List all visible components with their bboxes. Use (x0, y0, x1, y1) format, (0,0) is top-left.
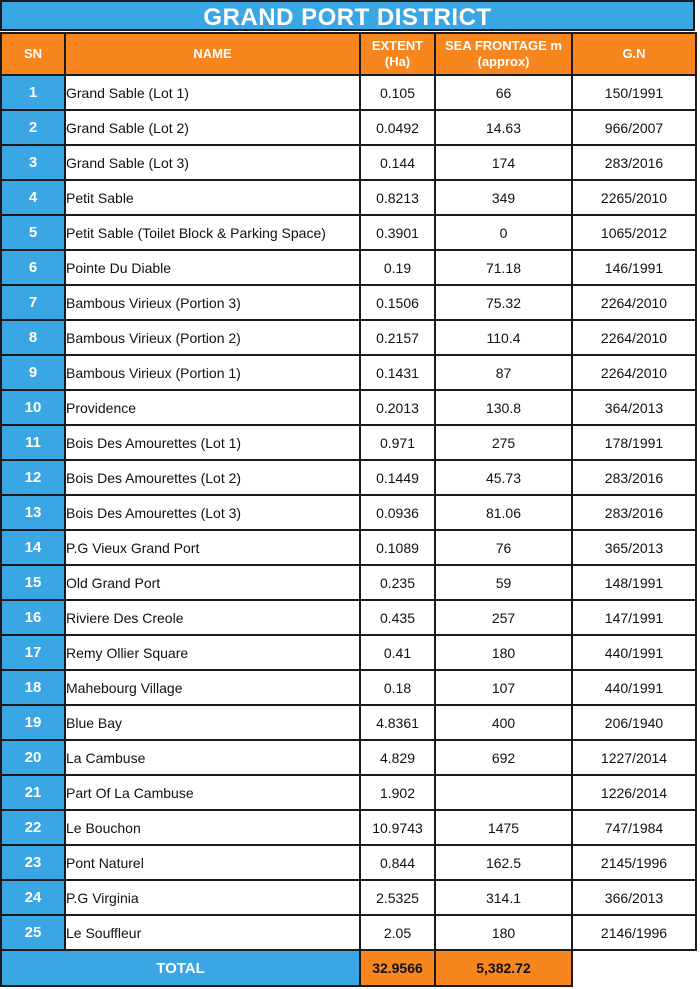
row-sn: 1 (1, 75, 65, 110)
row-sn: 13 (1, 495, 65, 530)
row-gn: 2145/1996 (572, 845, 696, 880)
row-sn: 11 (1, 425, 65, 460)
table-row (1, 880, 696, 915)
row-extent: 0.3901 (360, 215, 435, 250)
row-name: Bambous Virieux (Portion 1) (65, 355, 360, 390)
header-gn: G.N (572, 33, 696, 75)
row-name: Part Of La Cambuse (65, 775, 360, 810)
header-frontage-line1: SEA FRONTAGE m (444, 38, 562, 53)
total-row (1, 950, 696, 986)
row-gn: 283/2016 (572, 460, 696, 495)
row-gn: 178/1991 (572, 425, 696, 460)
row-sea-frontage: 162.5 (435, 845, 572, 880)
table-row (1, 75, 696, 110)
row-gn: 148/1991 (572, 565, 696, 600)
row-sn: 16 (1, 600, 65, 635)
page-title: GRAND PORT DISTRICT (0, 0, 695, 31)
row-extent: 0.1431 (360, 355, 435, 390)
row-extent: 0.19 (360, 250, 435, 285)
table-row (1, 635, 696, 670)
table-row (1, 775, 696, 810)
table-row (1, 250, 696, 285)
row-sea-frontage: 314.1 (435, 880, 572, 915)
header-frontage-line2: (approx) (477, 54, 530, 69)
table-body (1, 75, 696, 950)
row-sn: 20 (1, 740, 65, 775)
row-sn: 5 (1, 215, 65, 250)
row-sea-frontage: 1475 (435, 810, 572, 845)
row-name: Grand Sable (Lot 3) (65, 145, 360, 180)
row-extent: 0.844 (360, 845, 435, 880)
row-gn: 747/1984 (572, 810, 696, 845)
row-sn: 3 (1, 145, 65, 180)
row-sea-frontage: 75.32 (435, 285, 572, 320)
row-name: Riviere Des Creole (65, 600, 360, 635)
row-gn: 2265/2010 (572, 180, 696, 215)
row-sea-frontage: 0 (435, 215, 572, 250)
table-row (1, 320, 696, 355)
row-sea-frontage: 81.06 (435, 495, 572, 530)
table-row (1, 215, 696, 250)
row-sn: 4 (1, 180, 65, 215)
row-extent: 0.435 (360, 600, 435, 635)
total-label: TOTAL (1, 950, 360, 986)
table-row (1, 530, 696, 565)
row-name: La Cambuse (65, 740, 360, 775)
row-gn: 1227/2014 (572, 740, 696, 775)
row-name: Providence (65, 390, 360, 425)
table-row (1, 845, 696, 880)
row-sn: 19 (1, 705, 65, 740)
table-row (1, 565, 696, 600)
row-extent: 0.8213 (360, 180, 435, 215)
table-row (1, 705, 696, 740)
row-name: Grand Sable (Lot 1) (65, 75, 360, 110)
row-name: Bois Des Amourettes (Lot 3) (65, 495, 360, 530)
row-extent: 0.0492 (360, 110, 435, 145)
row-sea-frontage: 71.18 (435, 250, 572, 285)
table-row (1, 495, 696, 530)
row-name: Blue Bay (65, 705, 360, 740)
table-row (1, 915, 696, 950)
row-name: P.G Vieux Grand Port (65, 530, 360, 565)
total-blank (572, 950, 696, 986)
row-gn: 440/1991 (572, 670, 696, 705)
row-extent: 0.144 (360, 145, 435, 180)
row-sea-frontage: 275 (435, 425, 572, 460)
row-extent: 1.902 (360, 775, 435, 810)
row-sn: 14 (1, 530, 65, 565)
row-extent: 0.2013 (360, 390, 435, 425)
header-extent-line1: EXTENT (371, 38, 424, 53)
row-sea-frontage: 400 (435, 705, 572, 740)
row-name: Petit Sable (Toilet Block & Parking Space) (65, 215, 360, 250)
row-sn: 9 (1, 355, 65, 390)
table-row (1, 390, 696, 425)
row-name: Petit Sable (65, 180, 360, 215)
row-sea-frontage: 66 (435, 75, 572, 110)
row-gn: 283/2016 (572, 145, 696, 180)
row-sea-frontage: 14.63 (435, 110, 572, 145)
row-sn: 22 (1, 810, 65, 845)
row-sea-frontage: 692 (435, 740, 572, 775)
beach-table (0, 32, 697, 987)
row-gn: 440/1991 (572, 635, 696, 670)
row-gn: 2264/2010 (572, 320, 696, 355)
row-sea-frontage: 107 (435, 670, 572, 705)
row-name: Le Souffleur (65, 915, 360, 950)
table-row (1, 355, 696, 390)
row-gn: 2264/2010 (572, 285, 696, 320)
row-extent: 0.2157 (360, 320, 435, 355)
row-extent: 0.105 (360, 75, 435, 110)
row-extent: 2.5325 (360, 880, 435, 915)
row-name: P.G Virginia (65, 880, 360, 915)
row-sea-frontage: 110.4 (435, 320, 572, 355)
row-sea-frontage: 349 (435, 180, 572, 215)
row-extent: 0.0936 (360, 495, 435, 530)
row-sea-frontage: 59 (435, 565, 572, 600)
row-name: Pont Naturel (65, 845, 360, 880)
table-row (1, 460, 696, 495)
row-sn: 24 (1, 880, 65, 915)
row-gn: 2146/1996 (572, 915, 696, 950)
row-extent: 0.1506 (360, 285, 435, 320)
row-gn: 147/1991 (572, 600, 696, 635)
row-name: Le Bouchon (65, 810, 360, 845)
table-row (1, 810, 696, 845)
row-gn: 366/2013 (572, 880, 696, 915)
row-gn: 365/2013 (572, 530, 696, 565)
row-extent: 4.829 (360, 740, 435, 775)
row-sea-frontage (435, 775, 572, 810)
header-name: NAME (65, 33, 360, 75)
table-row (1, 180, 696, 215)
header-extent (360, 33, 435, 75)
table-row (1, 285, 696, 320)
row-extent: 0.971 (360, 425, 435, 460)
row-name: Bambous Virieux (Portion 2) (65, 320, 360, 355)
total-extent: 32.9566 (360, 950, 435, 986)
table-row (1, 145, 696, 180)
row-sn: 23 (1, 845, 65, 880)
row-extent: 0.1089 (360, 530, 435, 565)
row-name: Bois Des Amourettes (Lot 1) (65, 425, 360, 460)
row-name: Grand Sable (Lot 2) (65, 110, 360, 145)
header-sn: SN (1, 33, 65, 75)
header-sea-frontage (435, 33, 572, 75)
row-sea-frontage: 76 (435, 530, 572, 565)
row-sn: 12 (1, 460, 65, 495)
row-sea-frontage: 180 (435, 915, 572, 950)
table-row (1, 740, 696, 775)
row-sea-frontage: 257 (435, 600, 572, 635)
row-gn: 2264/2010 (572, 355, 696, 390)
row-extent: 0.41 (360, 635, 435, 670)
table-row (1, 425, 696, 460)
row-extent: 0.1449 (360, 460, 435, 495)
row-sea-frontage: 130.8 (435, 390, 572, 425)
row-sn: 10 (1, 390, 65, 425)
row-name: Remy Ollier Square (65, 635, 360, 670)
row-sea-frontage: 180 (435, 635, 572, 670)
row-gn: 966/2007 (572, 110, 696, 145)
row-name: Bois Des Amourettes (Lot 2) (65, 460, 360, 495)
row-name: Bambous Virieux (Portion 3) (65, 285, 360, 320)
row-sn: 17 (1, 635, 65, 670)
row-sn: 18 (1, 670, 65, 705)
row-sn: 21 (1, 775, 65, 810)
row-extent: 0.235 (360, 565, 435, 600)
table-row (1, 670, 696, 705)
row-extent: 10.9743 (360, 810, 435, 845)
row-gn: 1226/2014 (572, 775, 696, 810)
row-extent: 2.05 (360, 915, 435, 950)
header-row (1, 33, 696, 75)
row-sea-frontage: 174 (435, 145, 572, 180)
row-sn: 15 (1, 565, 65, 600)
row-gn: 283/2016 (572, 495, 696, 530)
row-sea-frontage: 87 (435, 355, 572, 390)
row-sn: 7 (1, 285, 65, 320)
row-extent: 0.18 (360, 670, 435, 705)
row-sea-frontage: 45.73 (435, 460, 572, 495)
total-frontage: 5,382.72 (435, 950, 572, 986)
row-sn: 8 (1, 320, 65, 355)
row-sn: 6 (1, 250, 65, 285)
row-sn: 2 (1, 110, 65, 145)
table-row (1, 110, 696, 145)
row-gn: 1065/2012 (572, 215, 696, 250)
row-gn: 364/2013 (572, 390, 696, 425)
header-extent-line2: (Ha) (384, 54, 411, 69)
row-name: Pointe Du Diable (65, 250, 360, 285)
table-row (1, 600, 696, 635)
row-gn: 206/1940 (572, 705, 696, 740)
row-name: Old Grand Port (65, 565, 360, 600)
row-gn: 146/1991 (572, 250, 696, 285)
row-name: Mahebourg Village (65, 670, 360, 705)
row-sn: 25 (1, 915, 65, 950)
row-gn: 150/1991 (572, 75, 696, 110)
row-extent: 4.8361 (360, 705, 435, 740)
